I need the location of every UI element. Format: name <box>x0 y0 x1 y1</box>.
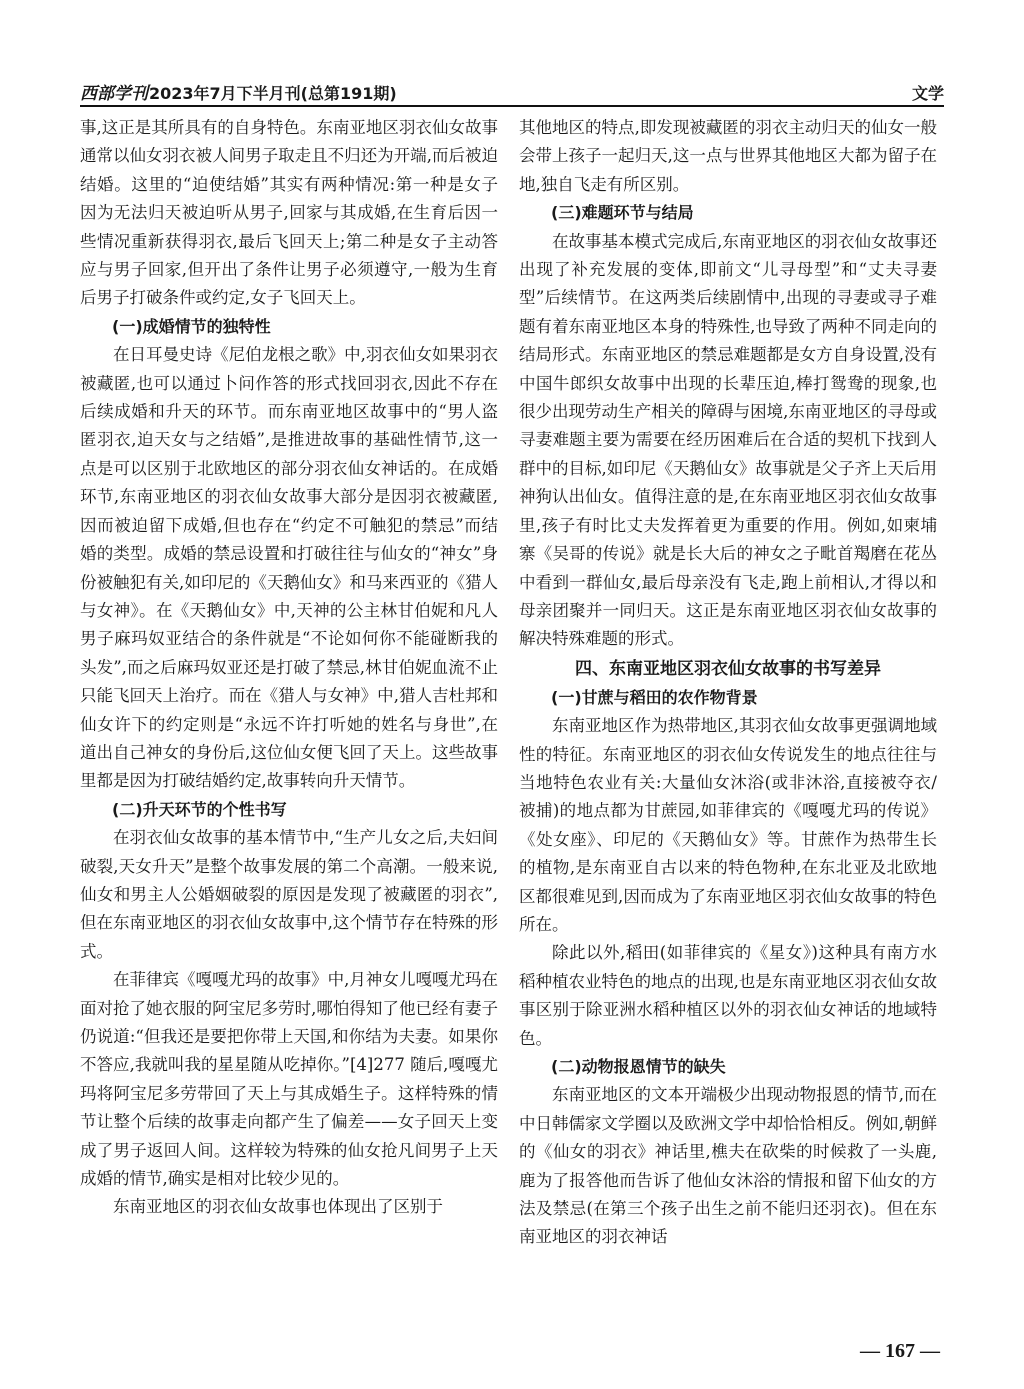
issue-info: 2023年7月下半月刊(总第191期) <box>149 84 397 103</box>
subsection-heading: (二)动物报恩情节的缺失 <box>551 1057 726 1076</box>
body-paragraph: 东南亚地区的文本开端极少出现动物报恩的情节,而在中日韩儒家文学圈以及欧洲文学中却恰恰相反。例如,朝鲜的《仙女的羽衣》神话里,樵夫在砍柴的时候救了一头鹿,鹿为了报答他而告诉了他仙女沐浴的情报和留下仙女的方法及禁忌(在第三个孩子出生之前不能归还羽衣)。但在东南亚地区的羽衣神话 <box>519 1085 937 1247</box>
running-header <box>80 74 944 104</box>
body-paragraph: 东南亚地区作为热带地区,其羽衣仙女故事更强调地域性的特征。东南亚地区的羽衣仙女传说发生的地点往往与当地特色农业有关:大量仙女沐浴(或非沐浴,直接被夺衣/被捕)的地点都为甘蔗园,如菲律宾的《嘎嘎尤玛的传说》《处女座》、印尼的《天鹅仙女》等。甘蔗作为热带生长的植物,是东南亚自古以来的特色物种,在东北亚及北欧地区都很难见到,因而成为了东南亚地区羽衣仙女故事的特色所在。 <box>519 716 937 934</box>
subsection-heading: (二)升天环节的个性书写 <box>112 799 287 819</box>
section-heading: 四、东南亚地区羽衣仙女故事的书写差异 <box>575 658 881 679</box>
body-paragraph: 除此以外,稻田(如菲律宾的《星女》)这种具有南方水稻种植农业特色的地点的出现,也是东南亚地区羽衣仙女故事区别于除亚洲水稻种植区以外的羽衣仙女神话的地域特色。 <box>519 943 937 1048</box>
section-name: 文学 <box>911 84 944 103</box>
body-paragraph: 在菲律宾《嘎嘎尤玛的故事》中,月神女儿嘎嘎尤玛在面对抢了她衣服的阿宝尼多劳时,哪怕得知了他已经有妻子仍说道:“但我还是要把你带上天国,和你结为夫妻。如果你不答应,我就叫我的星星随从吃掉你。”[4]277 随后,嘎嘎尤玛将阿宝尼多劳带回了天上与其成婚生子。这样特殊的情节让整个后续的故事走向都产生了偏差——女子回天上变成了男子返回人间。这样较为特殊的仙女抢凡间男子上天成婚的情节,确实是相对比较少见的。 <box>80 970 498 1189</box>
subsection-heading: (一)甘蔗与稻田的农作物背景 <box>551 687 758 707</box>
header-rule <box>80 105 944 107</box>
subsection-heading: (一)成婚情节的独特性 <box>112 316 271 336</box>
body-paragraph: 在日耳曼史诗《尼伯龙根之歌》中,羽衣仙女如果羽衣被藏匿,也可以通过卜问作答的形式找回羽衣,因此不存在后续成婚和升天的环节。而东南亚地区故事中的“男人盗匿羽衣,迫天女与之结婚”,是推进故事的基础性情节,这一点是可以区别于北欧地区的部分羽衣仙女神话的。在成婚环节,东南亚地区的羽衣仙女故事大部分是因羽衣被藏匿,因而被迫留下成婚,但也存在“约定不可触犯的禁忌”而结婚的类型。成婚的禁忌设置和打破往往与仙女的“神女”身份被触犯有关,如印尼的《天鹅仙女》和马来西亚的《猎人与女神》。在《天鹅仙女》中,天神的公主林甘伯妮和凡人男子麻玛奴亚结合的条件就是“不论如何你不能碰断我的头发”,而之后麻玛奴亚还是打破了禁忌,林甘伯妮血流不止只能飞回天上治疗。而在《猎人与女神》中,猎人吉杜邦和仙女许下的约定则是“永远不许打听她的姓名与身世”,在道出自己神女的身份后,这位仙女便飞回了天上。这些故事里都是因为打破结婚约定,故事转向升天情节。 <box>80 345 498 791</box>
body-paragraph: 事,这正是其所具有的自身特色。东南亚地区羽衣仙女故事通常以仙女羽衣被人间男子取走且不归还为开端,而后被迫结婚。这里的“迫使结婚”其实有两种情况:第一种是女子因为无法归天被迫听从男子,回家与其成婚,在生育后因一些情况重新获得羽衣,最后飞回天上;第二种是女子主动答应与男子回家,但开出了条件让男子必须遵守,一般为生育后男子打破条件或约定,女子飞回天上。 <box>80 118 498 308</box>
body-paragraph: 在故事基本模式完成后,东南亚地区的羽衣仙女故事还出现了补充发展的变体,即前文“儿寻母型”和“丈夫寻妻型”后续情节。在这两类后续剧情中,出现的寻妻或寻子难题有着东南亚地区本身的特殊性,也导致了两种不同走向的结局形式。东南亚地区的禁忌难题都是女方自身设置,没有中国牛郎织女故事中出现的长辈压迫,棒打鸳鸯的现象,也很少出现劳动生产相关的障碍与困境,东南亚地区的寻母或寻妻难题主要为需要在经历困难后在合适的契机下找到人群中的目标,如印尼《天鹅仙女》故事就是父子齐上天后用神狗认出仙女。值得注意的是,在东南亚地区羽衣仙女故事里,孩子有时比丈夫发挥着更为重要的作用。例如,如柬埔寨《吴哥的传说》就是长大后的神女之子毗首羯磨在花丛中看到一群仙女,最后母亲没有飞走,跑上前相认,才得以和母亲团聚并一同归天。这正是东南亚地区羽衣仙女故事的解决特殊难题的形式。 <box>519 231 937 649</box>
body-paragraph: 在羽衣仙女故事的基本情节中,“生产儿女之后,夫妇间破裂,天女升天”是整个故事发展的第二个高潮。一般来说,仙女和男主人公婚姻破裂的原因是发现了被藏匿的羽衣”,但在东南亚地区的羽衣仙女故事中,这个情节存在特殊的形式。 <box>80 828 498 961</box>
body-paragraph: 其他地区的特点,即发现被藏匿的羽衣主动归天的仙女一般会带上孩子一起归天,这一点与世界其他地区大都为留子在地,独自飞走有所区别。 <box>519 118 937 194</box>
header-left <box>80 79 397 104</box>
left-column <box>80 114 498 1222</box>
body-paragraph: 东南亚地区的羽衣仙女故事也体现出了区别于 <box>113 1197 443 1217</box>
journal-logo: 西部学刊 <box>80 84 148 104</box>
right-column <box>519 114 937 1252</box>
page-number: — 167 — <box>860 1340 940 1362</box>
subsection-heading: (三)难题环节与结局 <box>551 203 694 223</box>
